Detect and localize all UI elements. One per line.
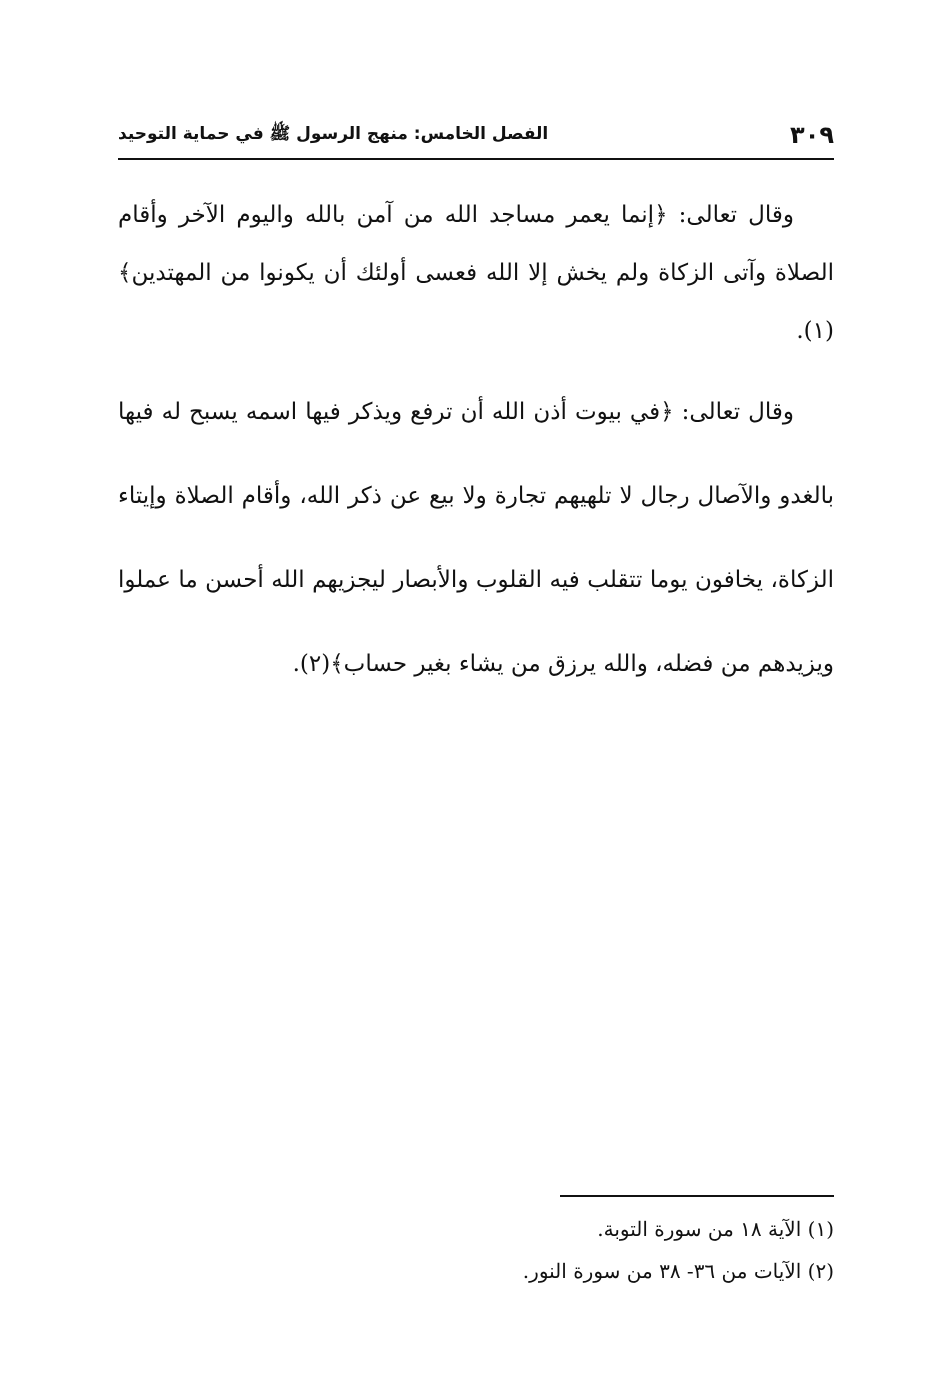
page-number: ٣٠٩ [790,121,834,149]
header-divider [118,158,834,160]
paragraph-1: وقال تعالى: ﴿إنما يعمر مساجد الله من آمن بالله واليوم الآخر وأقام الصلاة وآتى الزكاة ولم يخش إلا الله فعسى أولئك أن يكونوا من المهتدين﴾(١). [118,202,834,344]
footnote-divider [560,1195,834,1197]
footnote-1: (١) الآية ١٨ من سورة التوبة. [597,1217,834,1241]
page-header [118,118,834,152]
footnotes [118,1214,834,1298]
footnote-2: (٢) الآيات من ٣٦- ٣٨ من سورة النور. [522,1259,834,1283]
main-text [118,186,834,716]
running-title: الفصل الخامس: منهج الرسول ﷺ في حماية التوحيد [118,123,549,144]
paragraph-2: وقال تعالى: ﴿في بيوت أذن الله أن ترفع ويذكر فيها اسمه يسبح له فيها بالغدو والآصال رجال لا تلهيهم تجارة ولا بيع عن ذكر الله، وأقام الصلاة وإيتاء الزكاة، يخافون يوما تتقلب فيه القلوب والأبصار ليجزيهم الله أحسن ما عملوا ويزيدهم من فضله، والله يرزق من يشاء بغير حساب﴾(٢). [118,399,834,677]
